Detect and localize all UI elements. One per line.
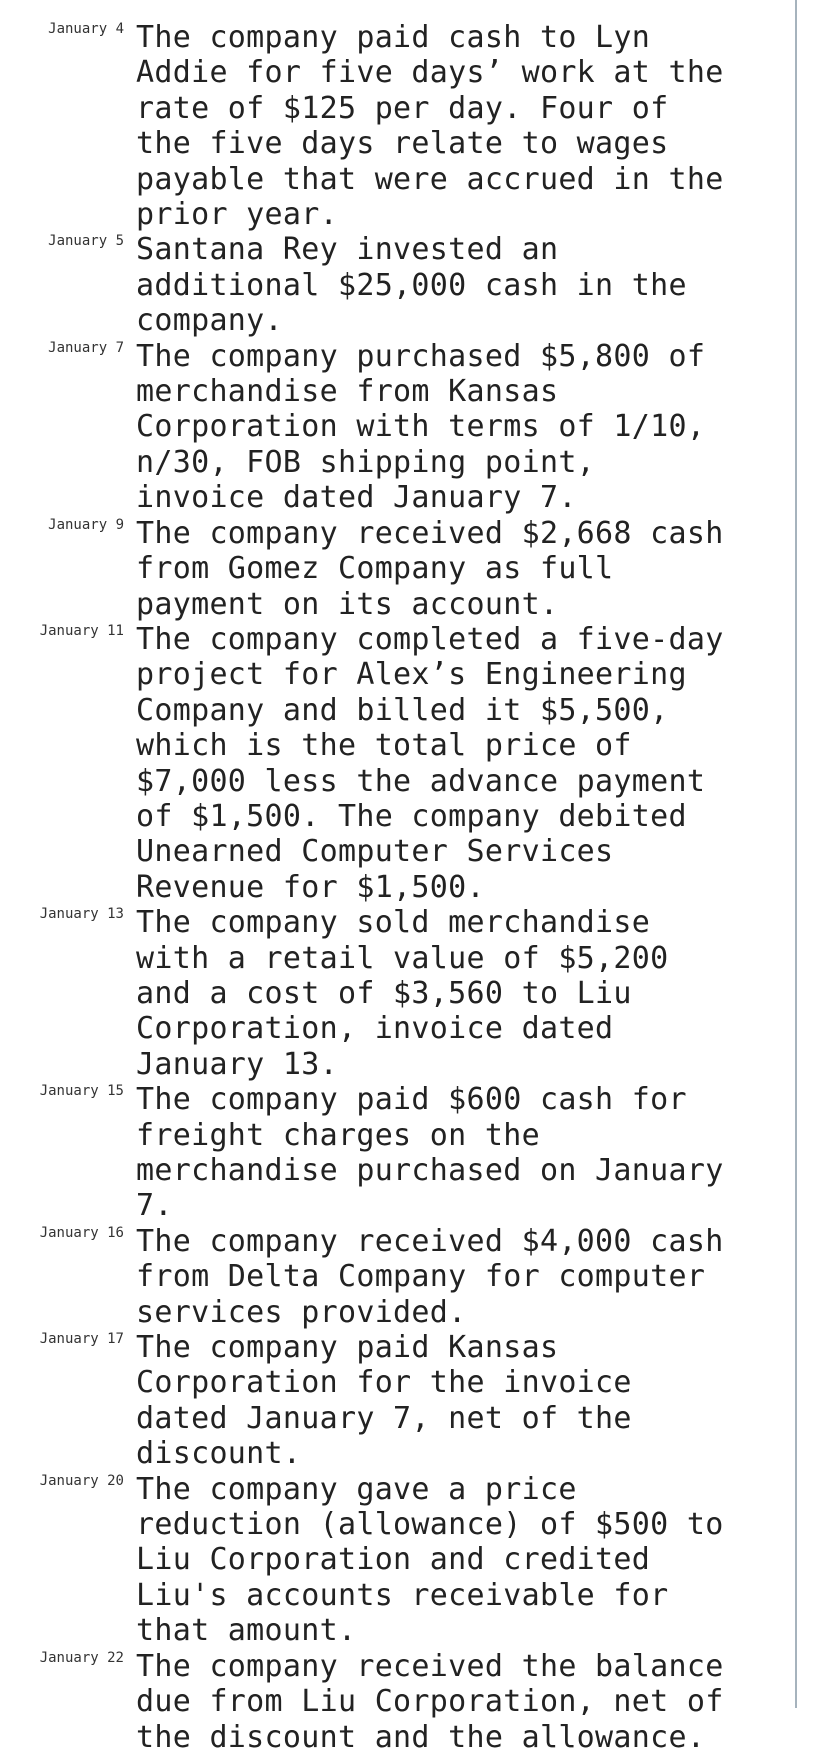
transaction-date: January 22 [39,1649,124,1666]
transaction-date: January 16 [39,1224,124,1241]
transaction-description: The company paid cash to Lyn Addie for five days’ work at the rate of $125 per day. Four of the five days relate to wages payable that were accrued in the prior year. [136,20,724,233]
transaction-entry [0,905,796,1082]
transaction-description: The company paid Kansas Corporation for the invoice dated January 7, net of the discount. [136,1330,632,1472]
transaction-description: The company received the balance due from Liu Corporation, net of the discount and the allowance. [136,1648,724,1755]
transaction-date: January 13 [39,906,124,923]
transaction-description: The company completed a five-day project for Alex’s Engineering Company and billed it $5,500, which is the total price of $7,000 less the advance payment of $1,500. The company debited Unearned Computer Services Revenue for $1,500. [136,621,724,905]
transaction-date: January 4 [48,21,124,37]
transaction-date: January 15 [39,1083,124,1100]
transaction-description: The company sold merchandise with a retail value of $5,200 and a cost of $3,560 to Liu Corporation, invoice dated January 13. [136,905,669,1082]
transaction-description: The company purchased $5,800 of merchandise from Kansas Corporation with terms of 1/10, n/30, FOB shipping point, invoice dated January 7. [136,338,706,516]
transaction-description: The company received $4,000 cash from Delta Company for computer services provided. [136,1223,724,1330]
transaction-description: The company gave a price reduction (allowance) of $500 to Liu Corporation and credited Liu's accounts receivable for that amount. [136,1471,724,1649]
scroll-divider [795,0,797,1708]
transaction-date: January 5 [48,233,124,250]
transaction-date: January 20 [39,1472,124,1489]
transaction-date: January 7 [48,339,124,356]
transaction-date: January 11 [39,622,124,639]
transaction-entry [0,20,796,232]
transaction-entry [0,1224,796,1330]
transaction-entry [0,1330,796,1472]
transaction-date: January 17 [39,1331,124,1348]
transaction-entry [0,339,796,516]
transaction-list [0,20,796,1755]
transaction-entry [0,1472,796,1649]
transaction-entry [0,232,796,338]
transaction-entry [0,622,796,905]
transaction-entry [0,1082,796,1224]
transaction-description: The company received $2,668 cash from Gomez Company as full payment on its account. [136,515,724,622]
transaction-entry [0,516,796,622]
transaction-date: January 9 [48,516,124,533]
transaction-entry [0,1649,796,1755]
transaction-description: The company paid $600 cash for freight charges on the merchandise purchased on January 7. [136,1082,724,1224]
transaction-description: Santana Rey invested an additional $25,000 cash in the company. [136,232,687,339]
